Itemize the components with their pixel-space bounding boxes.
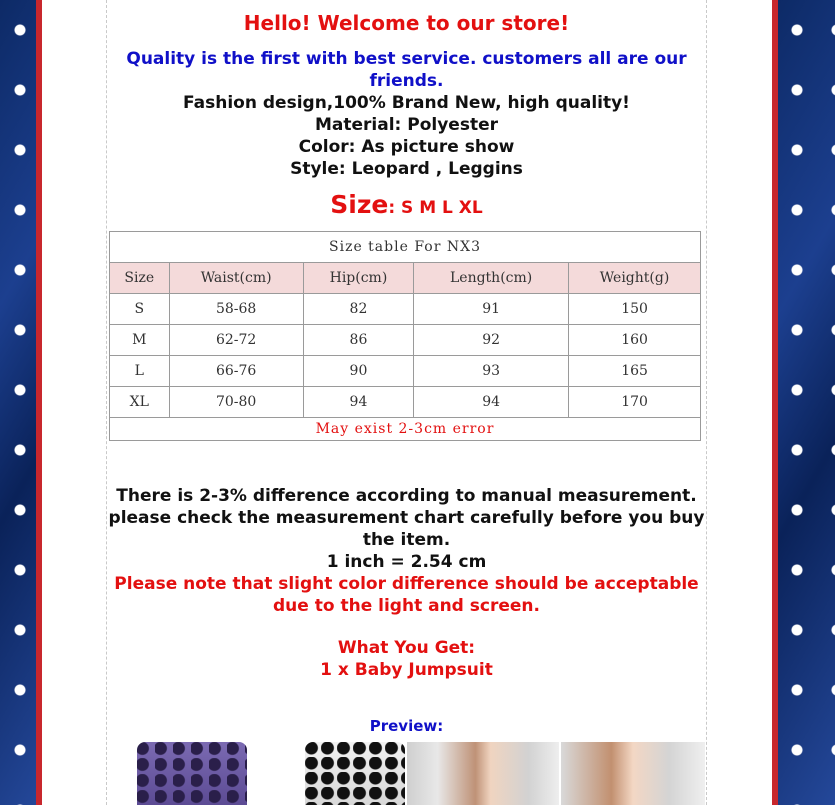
measurement-notes — [107, 485, 706, 681]
header-weight: Weight(g) — [569, 263, 701, 294]
detail-style: Style: Leopard , Leggins — [290, 159, 523, 179]
size-table — [109, 231, 701, 441]
measure-note-inch: 1 inch = 2.54 cm — [326, 552, 487, 572]
preview-image-white-leopard[interactable] — [305, 742, 405, 805]
measure-note-difference: There is 2-3% difference according to manual measurement. — [116, 486, 697, 506]
color-note: Please note that slight color difference should be acceptable due to the light and screen. — [114, 574, 699, 616]
size-label: Size — [330, 190, 389, 219]
table-row — [110, 387, 701, 418]
welcome-heading: Hello! Welcome to our store! — [243, 11, 570, 35]
table-cell: 150 — [569, 294, 701, 325]
what-you-get-title: What You Get: — [337, 638, 476, 658]
table-cell: 170 — [569, 387, 701, 418]
detail-design: Fashion design,100% Brand New, high quality! — [183, 93, 630, 113]
table-cell: 58-68 — [169, 294, 303, 325]
table-cell: 94 — [414, 387, 569, 418]
detail-material: Material: Polyester — [314, 115, 498, 135]
table-cell: 62-72 — [169, 325, 303, 356]
size-table-title: Size table For NX3 — [110, 232, 701, 263]
table-cell: 165 — [569, 356, 701, 387]
flag-background-right — [777, 0, 835, 805]
table-cell: 86 — [303, 325, 413, 356]
preview-label: Preview: — [369, 717, 444, 735]
measure-note-check: please check the measurement chart carefully before you buy the item. — [108, 508, 705, 550]
header-size: Size — [110, 263, 170, 294]
table-cell: 91 — [414, 294, 569, 325]
what-you-get-item: 1 x Baby Jumpsuit — [320, 660, 493, 680]
table-row — [110, 325, 701, 356]
header-waist: Waist(cm) — [169, 263, 303, 294]
header-hip: Hip(cm) — [303, 263, 413, 294]
table-cell: M — [110, 325, 170, 356]
preview-images — [107, 742, 706, 805]
size-values: : S M L XL — [388, 198, 483, 218]
table-cell: 70-80 — [169, 387, 303, 418]
table-cell: 93 — [414, 356, 569, 387]
header-length: Length(cm) — [414, 263, 569, 294]
preview-image-purple-leopard[interactable] — [137, 742, 247, 805]
preview-image-model-1[interactable] — [407, 742, 559, 805]
flag-background-left — [0, 0, 40, 805]
size-options — [107, 190, 706, 219]
table-cell: L — [110, 356, 170, 387]
table-cell: 82 — [303, 294, 413, 325]
tagline: Quality is the first with best service. customers all are our friends. — [126, 49, 687, 91]
red-border-left — [36, 0, 42, 805]
listing-description — [106, 0, 707, 805]
table-cell: S — [110, 294, 170, 325]
table-cell: 160 — [569, 325, 701, 356]
table-cell: 66-76 — [169, 356, 303, 387]
table-cell: 94 — [303, 387, 413, 418]
preview-image-model-2[interactable] — [561, 742, 705, 805]
table-cell: XL — [110, 387, 170, 418]
table-cell: 92 — [414, 325, 569, 356]
red-border-right — [772, 0, 778, 805]
table-row — [110, 294, 701, 325]
detail-color: Color: As picture show — [298, 137, 515, 157]
size-table-note: May exist 2-3cm error — [110, 418, 701, 441]
table-cell: 90 — [303, 356, 413, 387]
table-row — [110, 356, 701, 387]
